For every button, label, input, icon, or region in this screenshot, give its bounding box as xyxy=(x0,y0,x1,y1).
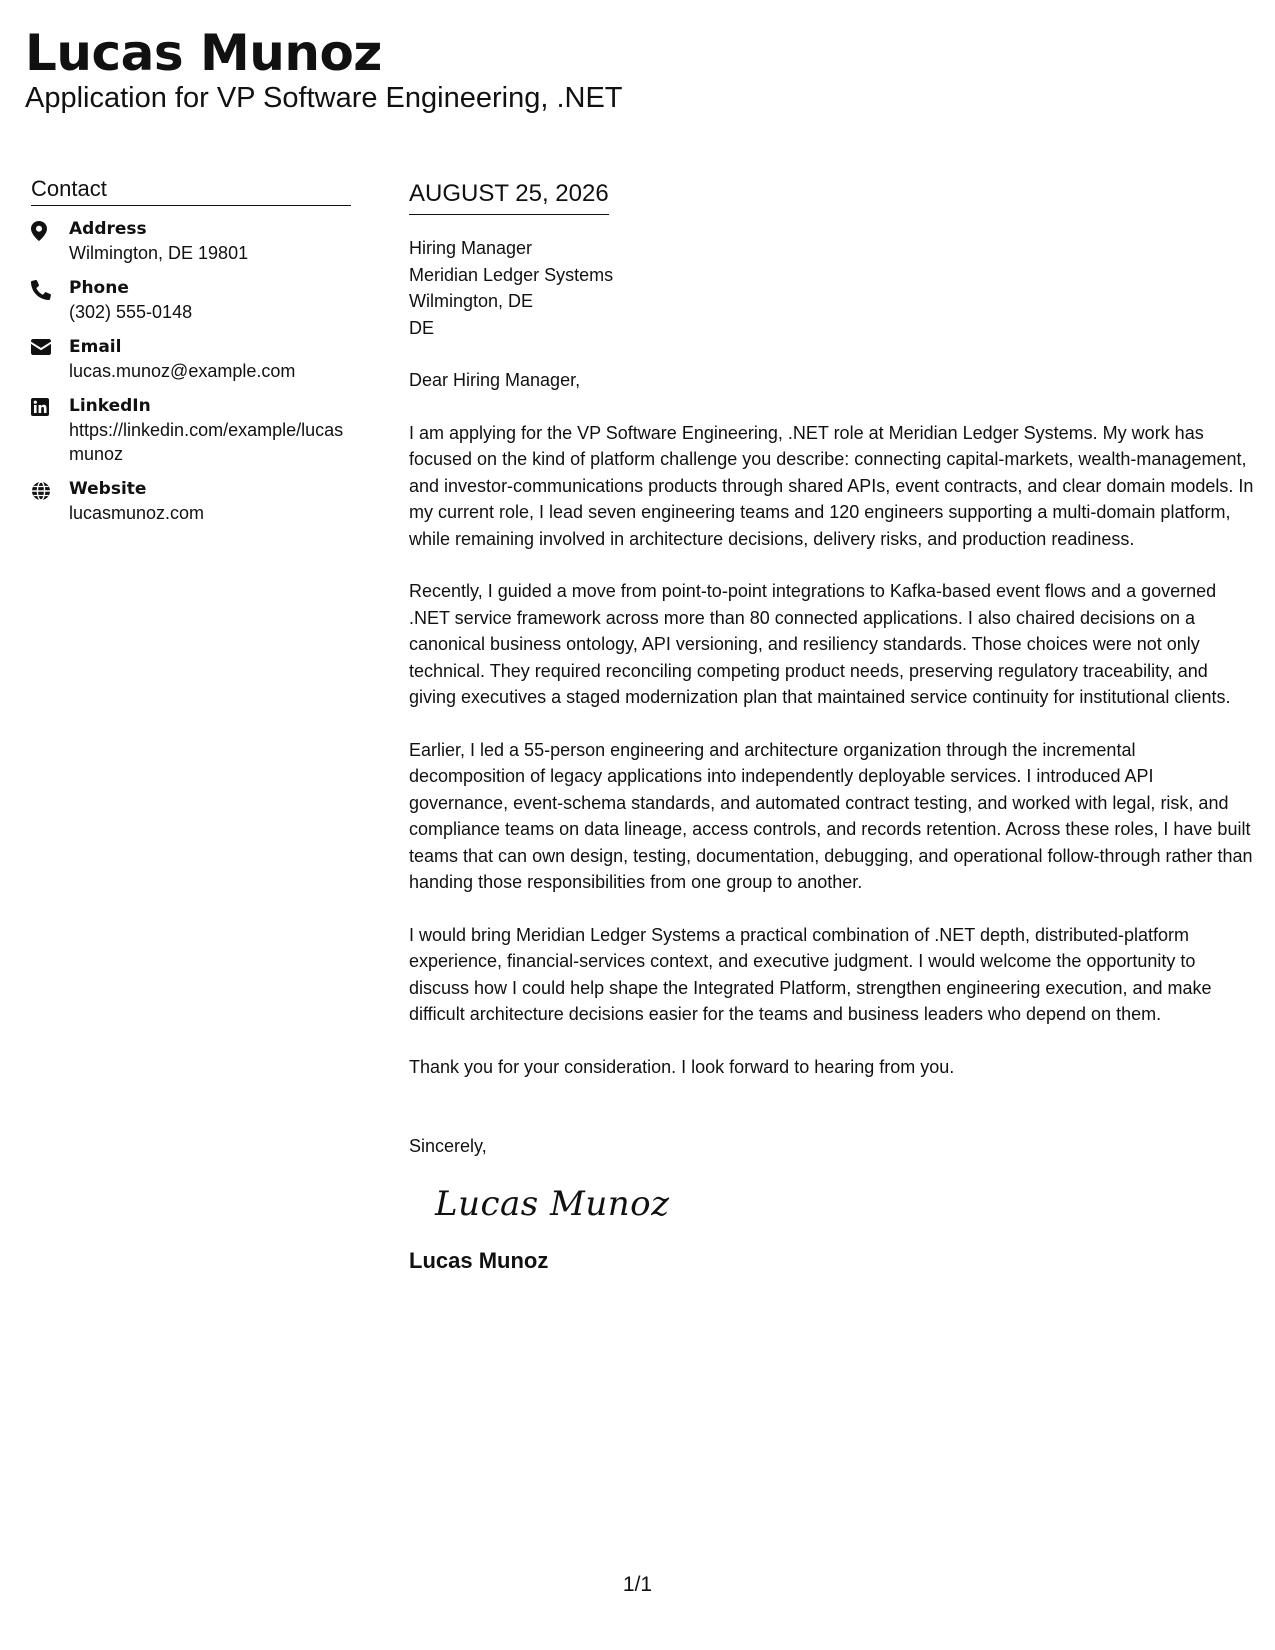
recipient-title: Hiring Manager xyxy=(409,238,533,258)
recipient-block xyxy=(409,235,1255,341)
recipient-region: DE xyxy=(409,317,435,338)
linkedin-icon xyxy=(31,395,69,466)
signature: Lucas Munoz xyxy=(435,1183,670,1224)
map-pin-icon xyxy=(31,218,69,265)
contact-value-phone: (302) 555-0148 xyxy=(69,302,193,322)
contact-heading: Contact xyxy=(31,175,351,206)
contact-value-address: Wilmington, DE 19801 xyxy=(69,243,249,263)
contact-label-email: Email xyxy=(69,337,122,357)
body-paragraph-2: Recently, I guided a move from point-to-point integrations to Kafka-based event flows and a governed .NET service framework across more than 80 connected applications. I also chaired decisions on a canonical business ontology, API versioning, and resiliency standards. Those choices were not only technical. They required reconciling competing product needs, preserving regulatory traceability, and giving executives a staged modernization plan that maintained service continuity for institutional clients. xyxy=(409,581,1231,707)
contact-item-email xyxy=(31,336,351,383)
body-paragraph-4: I would bring Meridian Ledger Systems a practical combination of .NET depth, distributed-platform experience, financial-services context, and executive judgment. I would welcome the opportunity to discuss how I could help shape the Integrated Platform, strengthen engineering execution, and make difficult architecture decisions easier for the teams and business leaders who depend on them. xyxy=(409,924,1212,1024)
contact-item-website xyxy=(31,478,351,525)
contact-value-linkedin[interactable]: https://linkedin.com/example/lucasmunoz xyxy=(69,420,344,464)
closing: Sincerely, xyxy=(409,1136,487,1156)
contact-label-website: Website xyxy=(69,479,147,499)
recipient-company: Meridian Ledger Systems xyxy=(409,264,614,285)
application-subtitle: Application for VP Software Engineering, .NET xyxy=(25,82,623,114)
salutation: Dear Hiring Manager, xyxy=(409,370,581,390)
contact-item-linkedin xyxy=(31,395,351,466)
body-paragraph-3: Earlier, I led a 55-person engineering and architecture organization through the incremental decomposition of legacy applications into independently deployable services. I introduced API governance, event-schema standards, and automated contract testing, and worked with legal, risk, and compliance teams on data lineage, access controls, and records retention. Across these roles, I have built teams that can own design, testing, documentation, debugging, and operational follow-through rather than handing those responsibilities from one group to another. xyxy=(409,739,1253,892)
letter-date: AUGUST 25, 2026 xyxy=(409,178,609,215)
signer-name: Lucas Munoz xyxy=(409,1247,549,1273)
contact-item-address xyxy=(31,218,351,265)
envelope-icon xyxy=(31,336,69,383)
contact-label-phone: Phone xyxy=(69,278,129,298)
contact-item-phone xyxy=(31,277,351,324)
contact-value-website[interactable]: lucasmunoz.com xyxy=(69,503,205,523)
globe-icon xyxy=(31,478,69,525)
body-paragraph-5: Thank you for your consideration. I look forward to hearing from you. xyxy=(409,1056,955,1077)
phone-icon xyxy=(31,277,69,324)
recipient-city: Wilmington, DE xyxy=(409,291,534,311)
contact-label-linkedin: LinkedIn xyxy=(69,396,151,416)
body-paragraph-1: I am applying for the VP Software Engineering, .NET role at Meridian Ledger Systems. My work has focused on the kind of platform challenge you describe: connecting capital-markets, wealth-management, and investor-communications products through shared APIs, event contracts, and clear domain models. In my current role, I lead seven engineering teams and 120 engineers supporting a multi-domain platform, while remaining involved in architecture decisions, delivery risks, and production readiness. xyxy=(409,422,1254,549)
letter-body xyxy=(409,178,1255,1276)
applicant-name: Lucas Munoz xyxy=(25,24,382,82)
contact-value-email: lucas.munoz@example.com xyxy=(69,361,296,381)
page-number: 1/1 xyxy=(622,1573,653,1596)
contact-sidebar xyxy=(31,175,351,525)
contact-label-address: Address xyxy=(69,219,147,239)
